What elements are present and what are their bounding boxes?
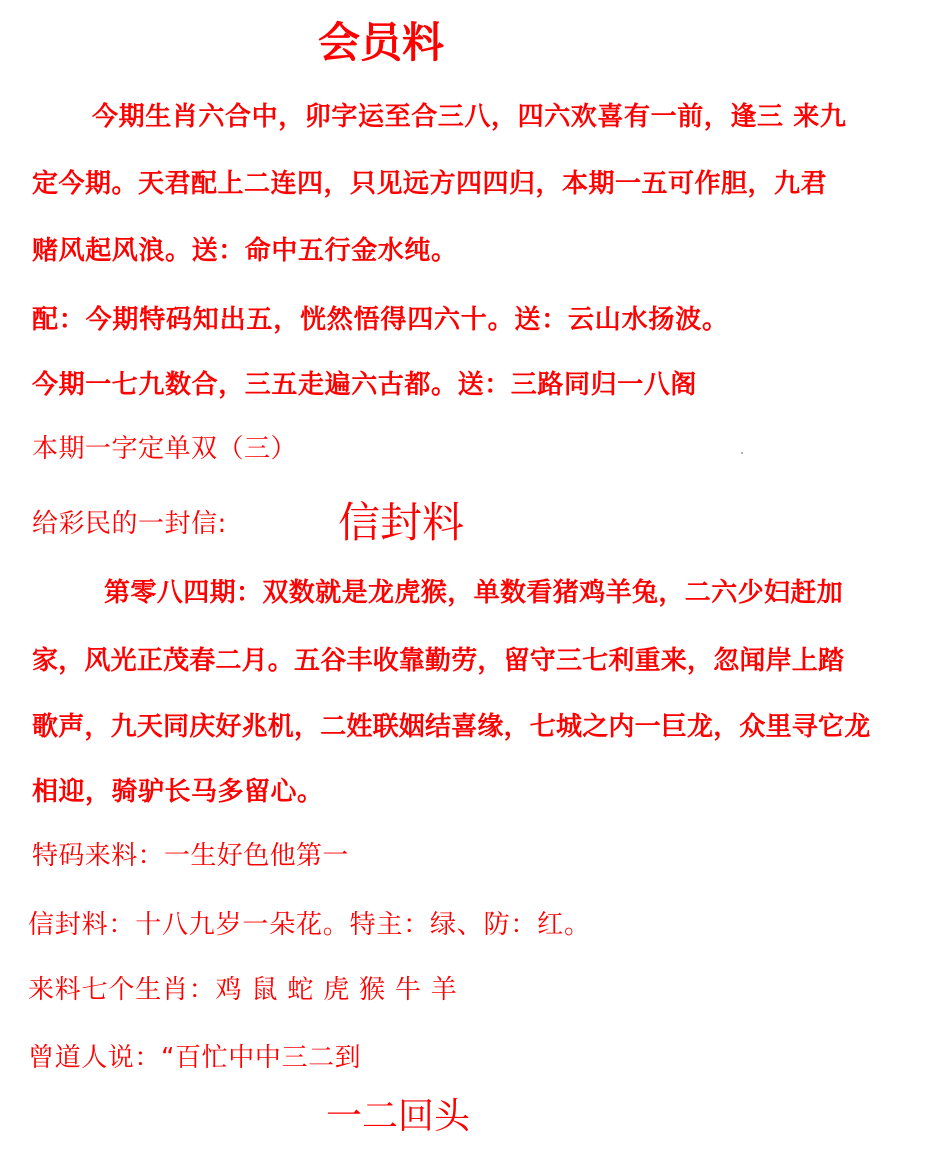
envelope-line-4: 相迎，骑驴长马多留心。 [32,777,324,807]
envelope-line-2: 家，风光正茂春二月。五谷丰收靠勤劳，留守三七利重来，忽闻岸上踏 [32,646,845,676]
member-material-title: 会员料 [318,18,445,67]
xinfeng-line: 信封料：十八九岁一朵花。特主：绿、防：红。 [28,910,591,940]
tema-line: 特码来料：一生好色他第一 [32,841,349,871]
envelope-line-3: 歌声，九天同庆好兆机，二姓联姻结喜缘，七城之内一巨龙，众里寻它龙 [32,712,871,742]
zeng-line: 曾道人说：“百忙中中三二到 [28,1043,362,1073]
benqi-line: 本期一字定单双（三） [32,434,298,464]
scan-speck [741,452,743,454]
prediction-line-2: 定今期。天君配上二连四，只见远方四四归，本期一五可作胆，九君 [32,169,828,199]
pei-line: 配：今期特码知出五，恍然悟得四六十。送：云山水扬波。 [32,305,729,335]
envelope-line-1: 第零八四期：双数就是龙虎猴，单数看猪鸡羊兔，二六少妇赶加 [104,578,844,608]
envelope-material-title: 信封料 [338,498,465,547]
prediction-line-1: 今期生肖六合中，卯字运至合三八，四六欢喜有一前，逢三 来九 [92,102,847,132]
prediction-line-3: 赌风起风浪。送：命中五行金水纯。 [32,236,458,266]
jinqi-line: 今期一七九数合，三五走遍六古都。送：三路同归一八阁 [32,370,698,400]
shengxiao-line: 来料七个生肖：鸡 鼠 蛇 虎 猴 牛 羊 [28,975,458,1005]
letter-label: 给彩民的一封信: [32,509,227,539]
closing-line: 一二回头 [326,1096,471,1137]
